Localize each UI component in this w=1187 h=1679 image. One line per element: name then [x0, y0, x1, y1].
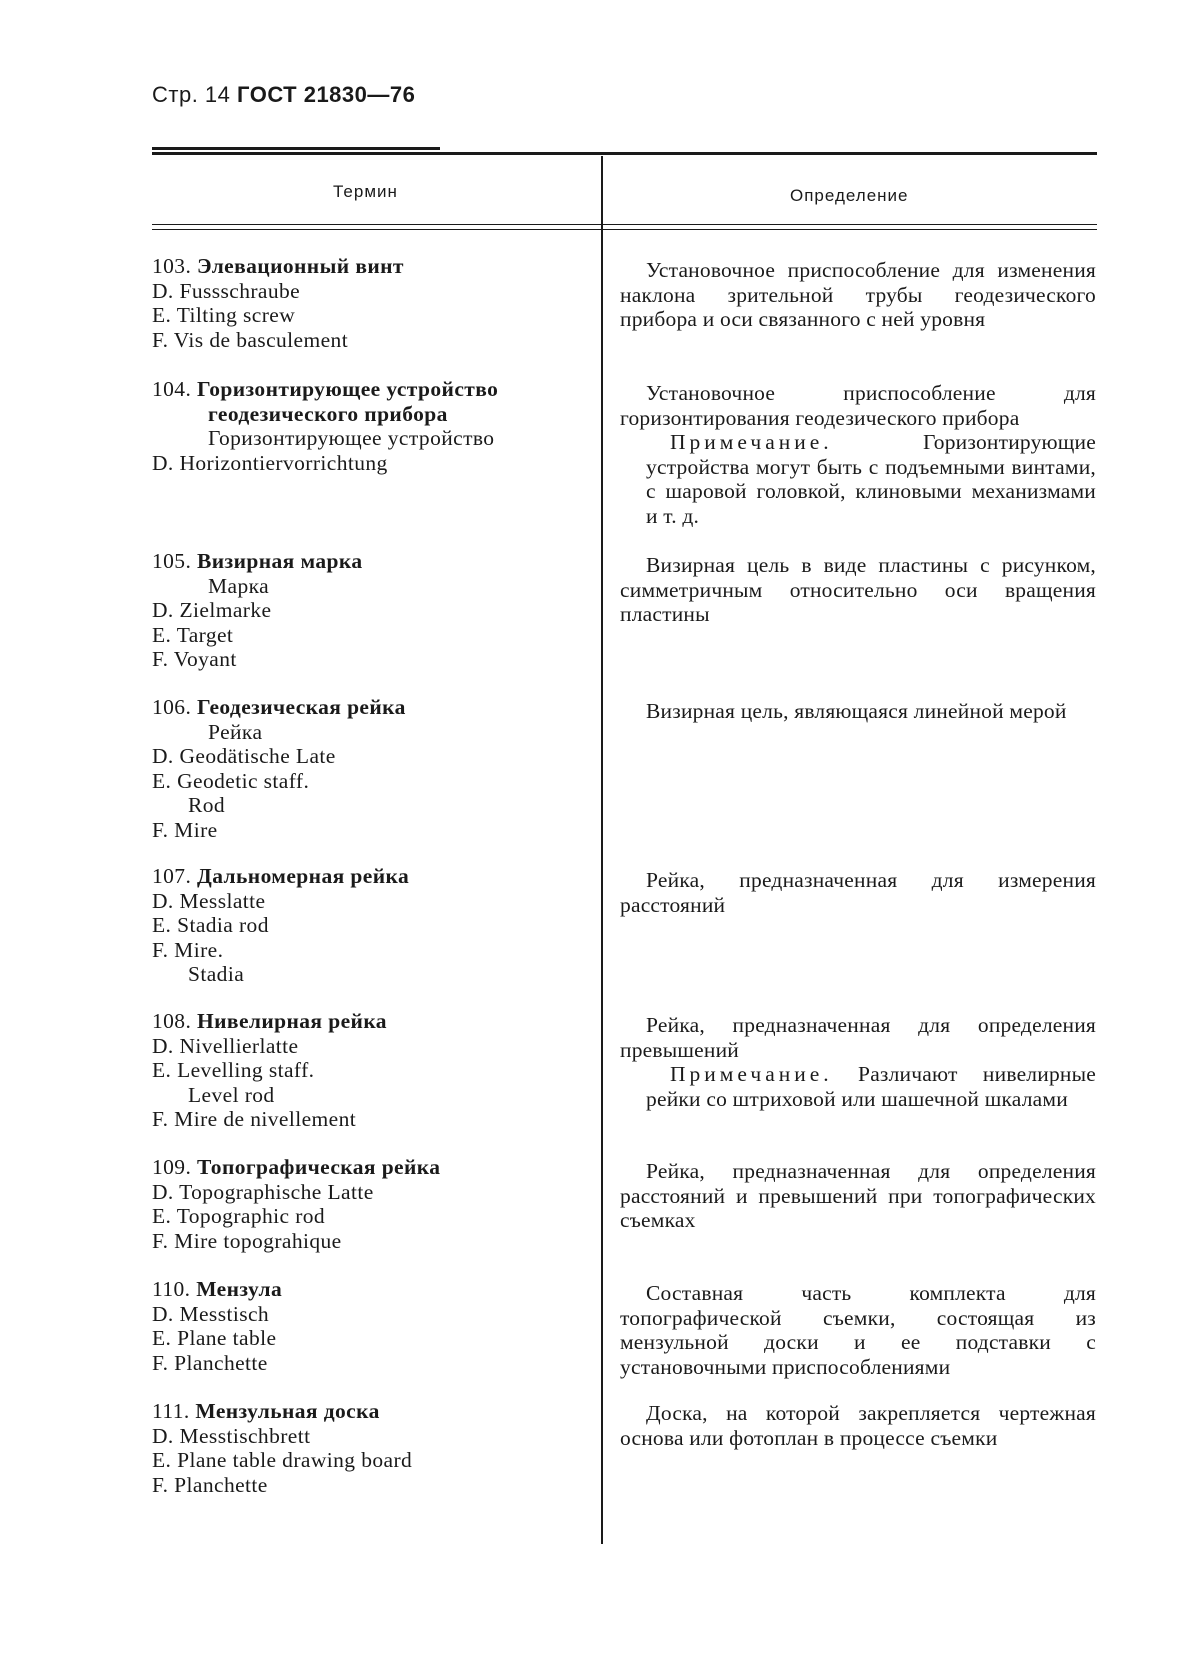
term-foreign: F. Mire — [152, 817, 218, 842]
term-foreign: D. Horizontiervorrichtung — [152, 450, 388, 475]
term-short: Рейка — [208, 719, 263, 744]
definition-text: Доска, на которой закрепляется чертежная основа или фотоплан в процессе съемки — [620, 1401, 1096, 1450]
term-106 — [152, 695, 592, 842]
note-text: Горизонтирующие устройства могут быть с подъемными винтами, с шаровой головкой, клиновыми механизмами и т. д. — [646, 430, 1096, 528]
page-number: Стр. 14 — [152, 82, 231, 107]
definition-105 — [620, 553, 1096, 627]
term-foreign: D. Messtisch — [152, 1301, 270, 1326]
definition-text: Рейка, предназначенная для определения превышений — [620, 1013, 1096, 1062]
definition-111 — [620, 1401, 1096, 1450]
definition-note — [620, 1062, 1096, 1111]
term-foreign: D. Messtischbrett — [152, 1423, 311, 1448]
term-foreign: E. Plane table — [152, 1326, 277, 1350]
term-number: 105. — [152, 549, 192, 573]
term-title: Визирная марка — [197, 549, 363, 573]
definition-103 — [620, 258, 1096, 332]
definition-110 — [620, 1281, 1096, 1379]
term-foreign: D. Messlatte — [152, 888, 266, 913]
term-105 — [152, 549, 592, 672]
definition-text: Составная часть комплекта для топографической съемки, состоящая из мензульной доски и ее подставки с установочными приспособлениями — [620, 1281, 1096, 1379]
term-foreign: E. Geodetic staff. — [152, 768, 310, 793]
term-111 — [152, 1399, 592, 1497]
definition-108 — [620, 1013, 1096, 1111]
term-short: Марка — [208, 573, 270, 598]
column-header-definition: Определение — [790, 186, 909, 205]
note-label: Примечание. — [670, 1062, 833, 1086]
term-title: Дальномерная рейка — [197, 864, 410, 888]
term-foreign: D. Topographische Latte — [152, 1179, 374, 1204]
term-number: 106. — [152, 695, 192, 719]
term-104 — [152, 377, 592, 475]
term-number: 108. — [152, 1009, 192, 1033]
definition-text: Визирная цель в виде пластины с рисунком, симметричным относительно оси вращения пластины — [620, 553, 1096, 626]
term-short: Горизонтирующее устройство — [208, 426, 495, 450]
term-title: Нивелирная рейка — [197, 1009, 387, 1033]
column-header-term: Термин — [333, 182, 398, 201]
header-underline — [152, 147, 440, 150]
term-108 — [152, 1009, 592, 1132]
term-110 — [152, 1277, 592, 1375]
definition-106 — [620, 699, 1096, 724]
definition-text: Установочное приспособление для изменения наклона зрительной трубы геодезического прибора и оси связанного с ней уровня — [620, 258, 1096, 331]
term-title-part2: геодезического прибора — [208, 401, 448, 426]
term-foreign: F. Planchette — [152, 1350, 268, 1375]
term-number: 107. — [152, 864, 192, 888]
term-foreign: F. Mire de nivellement — [152, 1107, 357, 1131]
term-title: Элевационный винт — [197, 254, 404, 278]
term-foreign-cont: Level rod — [188, 1082, 275, 1107]
term-foreign-cont: Stadia — [188, 962, 245, 986]
table-top-rule — [152, 152, 1097, 155]
term-title: Мензульная доска — [195, 1399, 380, 1423]
term-foreign: E. Stadia rod — [152, 913, 269, 937]
term-title-part1: Горизонтирующее устройство — [197, 377, 499, 401]
definition-109 — [620, 1159, 1096, 1233]
header-rule-1 — [152, 224, 1097, 225]
page-header — [152, 82, 415, 108]
term-foreign: F. Mire. — [152, 937, 224, 962]
definition-note — [620, 430, 1096, 528]
definition-text: Рейка, предназначенная для определения расстояний и превышений при топографических съемках — [620, 1159, 1096, 1232]
term-103 — [152, 254, 592, 352]
term-foreign: E. Target — [152, 622, 234, 647]
definition-text: Визирная цель, являющаяся линейной мерой — [646, 699, 1067, 723]
header-rule-2 — [152, 229, 1097, 230]
term-107 — [152, 864, 592, 987]
definition-104 — [620, 381, 1096, 528]
note-text: Различают нивелирные рейки со штриховой или шашечной шкалами — [646, 1062, 1096, 1111]
term-foreign: D. Fussschraube — [152, 278, 301, 303]
term-number: 111. — [152, 1399, 190, 1423]
term-foreign: E. Tilting screw — [152, 303, 296, 327]
term-foreign: F. Planchette — [152, 1472, 268, 1497]
definition-text: Рейка, предназначенная для измерения расстояний — [620, 868, 1096, 917]
term-title: Мензула — [196, 1277, 283, 1301]
definition-107 — [620, 868, 1096, 917]
term-foreign: D. Geodätische Late — [152, 744, 336, 768]
term-title: Топографическая рейка — [197, 1155, 441, 1179]
column-divider — [601, 156, 603, 1544]
term-109 — [152, 1155, 592, 1253]
term-foreign: F. Mire topograhique — [152, 1228, 342, 1253]
term-foreign: E. Levelling staff. — [152, 1058, 315, 1082]
term-foreign: F. Vis de basculement — [152, 327, 349, 352]
standard-id: ГОСТ 21830—76 — [237, 82, 416, 107]
term-number: 109. — [152, 1155, 192, 1179]
definition-text: Установочное приспособление для горизонтирования геодезического прибора — [620, 381, 1096, 430]
term-number: 104. — [152, 377, 192, 401]
term-foreign: D. Zielmarke — [152, 598, 272, 622]
term-foreign: D. Nivellierlatte — [152, 1033, 299, 1058]
term-foreign: E. Topographic rod — [152, 1204, 326, 1228]
term-title: Геодезическая рейка — [197, 695, 406, 719]
term-foreign: F. Voyant — [152, 647, 237, 671]
term-foreign: E. Plane table drawing board — [152, 1448, 413, 1472]
term-foreign-cont: Rod — [188, 793, 226, 817]
term-number: 110. — [152, 1277, 191, 1301]
term-number: 103. — [152, 254, 192, 278]
note-label: Примечание. — [670, 430, 833, 454]
